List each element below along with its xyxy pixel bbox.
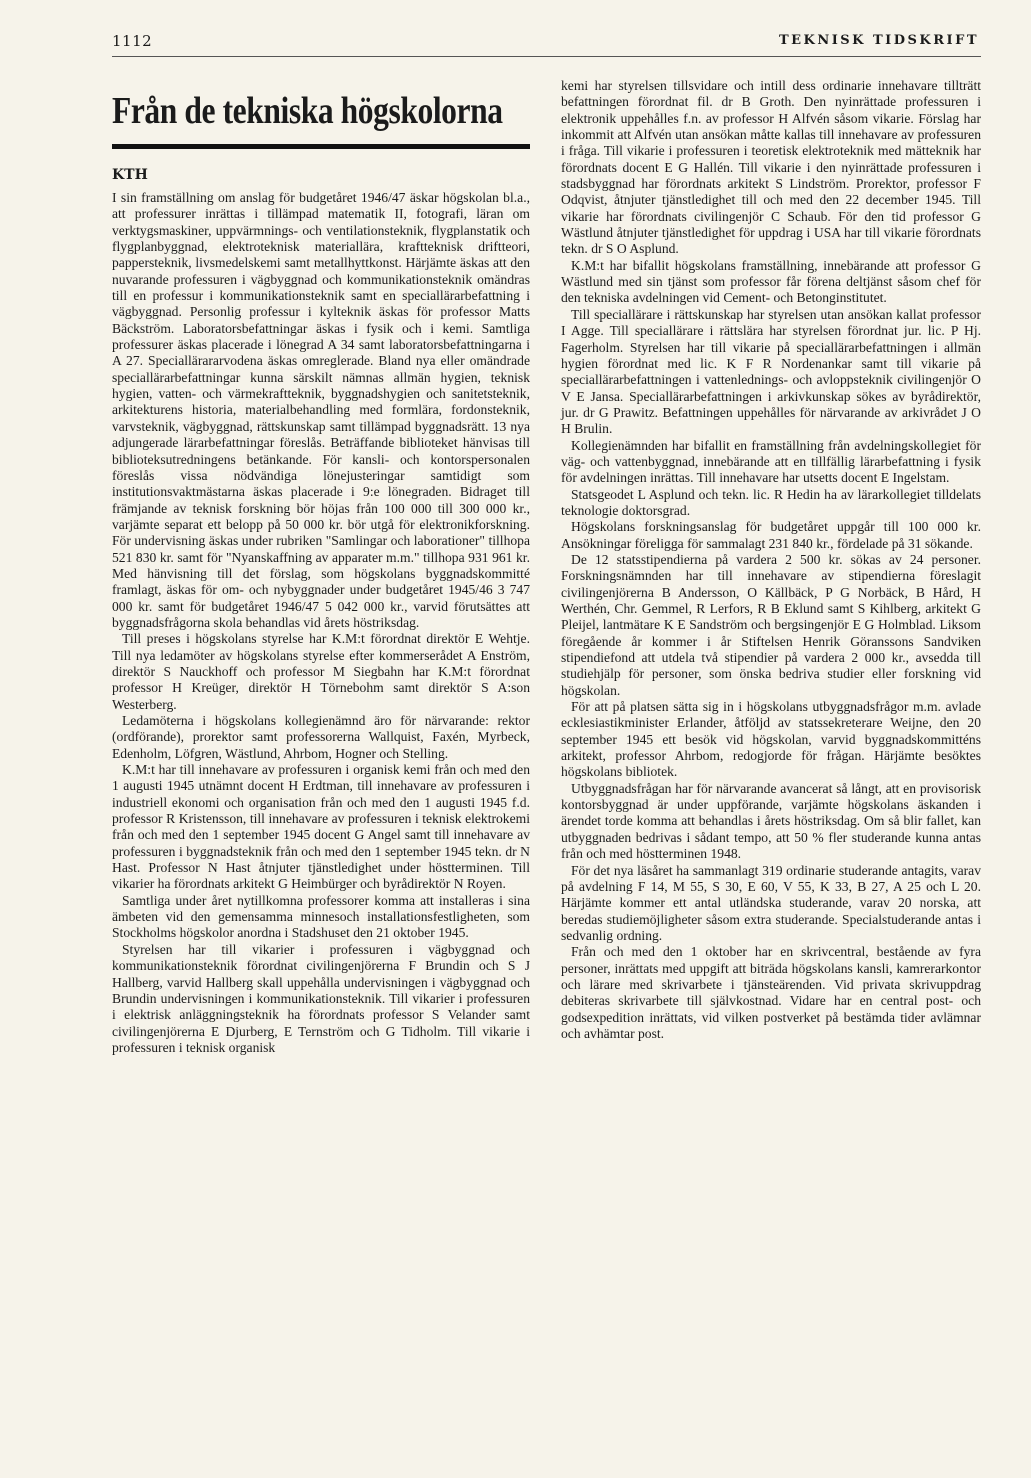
paragraph: För det nya läsåret ha sammanlagt 319 ordinarie studerande antagits, varav på avdelning F 14, M 55, S 30, E 60, V 55, K 33, B 27, A 25 och L 20. Härjämte kommer ett antal utländska studerande, varav 20 norska, att beredas studiemöjligheter såsom extra studerande. Specialstuderande antas i sedvanlig ordning. (561, 862, 981, 943)
right-column-body (561, 78, 981, 1042)
paragraph: För att på platsen sätta sig in i högskolans utbyggnadsfrågor m.m. avlade ecklesiastikminister Erlander, åtföljd av statssekreterare Weijne, den 20 september 1945 ett besök vid högskolan, varvid byggnadskommitténs arkitekt, professor Ahrbom, redogjorde för frågan. Härjämte besöktes högskolans bibliotek. (561, 699, 981, 780)
paragraph: Samtliga under året nytillkomna professorer komma att installeras i sina ämbeten vid den gemensamma minnesoch installationsfestligheten, som Stockholms högskolor anordna i Stadshuset den 21 oktober 1945. (112, 892, 530, 941)
paragraph: I sin framställning om anslag för budgetåret 1946/47 äskar högskolan bl.a., att professurer inrättas i tillämpad matematik II, fotografi, läran om verktygsmaskiner, uppvärmnings- och ventilationsteknik, flygplanstatik och flygplanbyggnad, elektroteknisk materiallära, kraftteknisk driftteori, pappersteknik, livsmedelskemi samt metallhyttkonst. Härjämte äskas att den nuvarande professuren i vägbyggnad och kommunikationsteknik omändras till en professur i kommunikationsteknik samt en speciallärarbefattning i vägbyggnad. Personlig professur i kylteknik äskas för professor Matts Bäckström. Laboratorsbefattningar äskas i fysik och i kemi. Samtliga professurer äskas placerade i lönegrad A 34 samt laboratorsbefattningarna i A 27. Speciallärararvodena äskas omreglerade. Bland nya eller omändrade speciallärarbefattningar kunna särskilt nämnas allmän hygien, teknisk hygien, vatten- och värmekraftteknik, byggnadshygien och sanitetsteknik, arkitekturens historia, materialbehandling med formlära, fordonsteknik, varvsteknik, vägbyggnad, rättskunskap samt tillämpad byggnadsrätt. 13 nya adjungerade lärarbefattningar föreslås. Beträffande biblioteket hänvisas till biblioteksutredningens betänkande. För kansli- och kontorspersonalen föreslås vissa nödvändiga lönejusteringar samtidigt som institutionsvaktmästarna äskas placerade i 9:e lönegraden. Bidraget till främjande av teknisk forskning bör höjas från 100 000 till 300 000 kr., varjämte separat ett belopp på 50 000 kr. bör utgå för elektronikforskning. För undervisning äskas under rubriken "Samlingar och laborationer" tillhopa 521 830 kr. samt för "Nyanskaffning av apparater m.m." tillhopa 931 961 kr. Med hänvisning till det förslag, som högskolans byggnadskommitté framlagt, äskas för om- och nybyggnader under budgetåret 1945/46 3 747 000 kr. samt för budgetåret 1946/47 5 042 000 kr., varvid förutsättes att byggnadsfrågorna skola behandlas vid årets höstriksdag. (112, 190, 530, 630)
header-rule (112, 56, 981, 57)
section-heading: KTH (112, 167, 148, 183)
right-column (561, 78, 981, 1042)
paragraph: kemi har styrelsen tillsvidare och intill dess ordinarie innehavare tillträtt befattningen förordnat fil. dr B Groth. Den nyinrättade professuren i elektronik uppehålles f.n. av professor H Alfvén såsom vikarie. Förslag har inkommit att Alfvén utan ansökan måtte kallas till innehavare av professuren i fråga. Till vikarie i professuren i teoretisk elektroteknik med mätteknik har förordnats docent E G Hallén. Till vikarie i den nyinrättade professuren i stadsbyggnad har förordnats arkitekt S Lindström. Prorektor, professor F Odqvist, åtnjuter tjänstledighet till och med den 22 december 1945. Till vikarie har förordnats civilingenjör C Schaub. För den tid professor G Wästlund åtnjuter tjänstledighet för uppdrag i USA har till vikarie förordnats tekn. dr S O Asplund. (561, 78, 981, 257)
left-column-body (112, 190, 530, 1056)
paragraph: K.M:t har till innehavare av professuren i organisk kemi från och med den 1 augusti 1945 utnämnt docent H Erdtman, till innehavare av professuren i industriell ekonomi och organisation från och med den 1 augusti 1945 f.d. professor R Kristensson, till innehavare av professuren i teknisk elektrokemi från och med den 1 september 1945 docent G Angel samt till innehavare av professuren i byggnadsteknik från och med den 1 september 1945 tekn. dr N Hast. Professor N Hast åtnjuter tjänstledighet under höstterminen. Till vikarier ha förordnats arkitekt G Heimbürger och byrådirektör N Royen. (112, 762, 530, 892)
paragraph: Ledamöterna i högskolans kollegienämnd äro för närvarande: rektor (ordförande), prorektor samt professorerna Wallquist, Faxén, Myrbeck, Edenholm, Löfgren, Wästlund, Ahrbom, Hogner och Stelling. (112, 713, 530, 761)
page-number: 1112 (112, 32, 153, 50)
paragraph: Statsgeodet L Asplund och tekn. lic. R Hedin ha av lärarkollegiet tilldelats teknologie doktorsgrad. (561, 486, 981, 518)
left-column (112, 80, 530, 1056)
paragraph: Kollegienämnden har bifallit en framställning från avdelningskollegiet för väg- och vattenbyggnad, innebärande att en tillfällig lärarbefattning i fysik för avdelningen inrättas. Till innehavare har utsetts docent E Ingelstam. (561, 437, 981, 486)
paragraph: Till preses i högskolans styrelse har K.M:t förordnat direktör E Wehtje. Till nya ledamöter av högskolans styrelse efter kommerserådet A Enström, direktör S Nauckhoff och professor M Siegbahn har K.M:t förordnat professor H Kreüger, direktör H Törnebohm samt direktör S A:son Westerberg. (112, 631, 530, 712)
journal-title: TEKNISK TIDSKRIFT (778, 33, 979, 48)
headline-rule (112, 144, 530, 149)
paragraph: Styrelsen har till vikarier i professuren i vägbyggnad och kommunikationsteknik förordnat civilingenjörerna F Brundin och S J Hallberg, varvid Hallberg skall uppehålla undervisningen i vägbyggnad och Brundin undervisningen i kommunikationsteknik. Till vikarier i professuren i elektrisk anläggningsteknik ha förordnats professor S Velander samt civilingenjörerna E Djurberg, E Ternström och G Tidholm. Till vikarie i professuren i teknisk organisk (112, 941, 530, 1055)
paragraph: Högskolans forskningsanslag för budgetåret uppgår till 100 000 kr. Ansökningar föreligga för sammalagt 231 840 kr., fördelade på 31 sökande. (561, 519, 981, 551)
paragraph: K.M:t har bifallit högskolans framställning, innebärande att professor G Wästlund med sin tjänst som professor får förena deltjänst såsom chef för den tekniska avdelningen vid Cement- och Betonginstitutet. (561, 257, 981, 306)
paragraph: Utbyggnadsfrågan har för närvarande avancerat så långt, att en provisorisk kontorsbyggnad är under uppförande, varjämte högskolans äskanden i ärendet torde komma att behandlas i årets höstriksdag. Om så blir fallet, kan utbyggnaden bedrivas i sådant tempo, att 50 % fler studerande kunna antas från och med höstterminen 1948. (561, 780, 981, 862)
paragraph: Från och med den 1 oktober har en skrivcentral, bestående av fyra personer, inrättats med uppgift att biträda högskolans kansli, kamrerarkontor och lärare med skrivarbete i tjänsteärenden. Vid privata skrivuppdrag debiteras skrivarbete till självkostnad. Vidare har en central post- och godsexpedition inrättats, vid vilken postverket på bestämda tider avlämnar och avhämtar post. (561, 944, 981, 1041)
paragraph: De 12 statsstipendierna på vardera 2 500 kr. sökas av 24 personer. Forskningsnämnden har till innehavare av stipendierna föreslagit civilingenjörerna B Andersson, O Källbäck, P G Norbäck, B Hård, H Werthén, Chr. Gemmel, R Lerfors, R B Eklund samt S Kihlberg, arkitekt G Pleijel, lantmätare K E Sandström och bergsingenjör E G Holmblad. Liksom föregående år kommer i år Stiftelsen Henrik Göranssons Sandviken stipendiefond att utdela två stipendier på vardera 2 000 kr., avsedda till studiehjälp för personer, som önska bedriva studier eller forskning vid högskolan. (561, 551, 981, 698)
article-headline: Från de tekniska högskolorna (112, 90, 503, 132)
paragraph: Till speciallärare i rättskunskap har styrelsen utan ansökan kallat professor I Agge. Till speciallärare i rättslära har styrelsen förordnat jur. lic. P Hj. Fagerholm. Styrelsen har till vikarie på speciallärarbefattningen i allmän hygien förordnat med lic. K F R Nordenankar samt till vikarie på speciallärarbefattningen i vattenlednings- och avloppsteknik civilingenjör O V E Jansa. Speciallärarbefattningen i arkivkunskap sökes av byrådirektör, jur. dr G Prawitz. Befattningen uppehålles för närvarande av arkivrådet J O H Brulin. (561, 306, 981, 437)
